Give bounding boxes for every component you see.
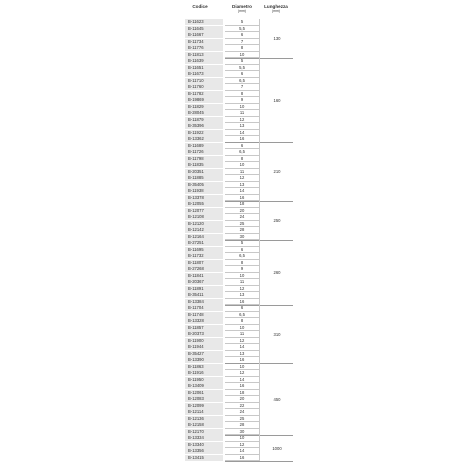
diameter-cell: 6 xyxy=(240,305,244,310)
length-value: 450 xyxy=(273,396,281,402)
code-cell: B-11950 xyxy=(185,377,223,383)
diameter-cell: 8 xyxy=(240,45,244,50)
code-cell: B-11734 xyxy=(185,39,223,45)
diameter-cell: 6,5 xyxy=(239,311,245,317)
diameter-cell: 9 xyxy=(240,266,244,271)
code-cell: B-11891 xyxy=(185,286,223,292)
code-cell: B-13356 xyxy=(185,448,223,454)
code-cell: B-27268 xyxy=(185,266,223,272)
diameter-cell: 14 xyxy=(239,448,245,453)
length-group xyxy=(259,240,293,305)
code-cell: B-12120 xyxy=(185,221,223,227)
code-cell: B-11651 xyxy=(185,65,223,71)
code-cell: B-11879 xyxy=(185,117,223,123)
diameter-cell: 7 xyxy=(240,38,244,44)
length-group xyxy=(259,305,293,364)
header-length-unit: (mm) xyxy=(272,9,280,13)
diameter-cell: 16 xyxy=(239,136,245,141)
length-value: 210 xyxy=(273,169,281,175)
diameter-cell: 6,5 xyxy=(239,149,245,154)
code-cell: B-11944 xyxy=(185,344,223,350)
code-cell: B-11673 xyxy=(185,71,223,77)
length-group xyxy=(259,435,293,461)
length-value: 250 xyxy=(273,218,281,223)
code-cell: B-13334 xyxy=(185,435,223,441)
code-cell: B-11710 xyxy=(185,78,223,84)
code-cell: B-20351 xyxy=(185,169,223,175)
length-value: 310 xyxy=(273,331,281,337)
table-body xyxy=(185,19,291,461)
diameter-cell: 13 xyxy=(239,292,245,297)
code-cell: B-11829 xyxy=(185,104,223,110)
diameter-cell: 14 xyxy=(239,376,245,382)
code-cell: B-11695 xyxy=(185,247,223,253)
code-cell: B-13362 xyxy=(185,136,223,142)
code-cell: B-11922 xyxy=(185,130,223,136)
diameter-cell: 16 xyxy=(239,298,245,304)
code-cell: B-28045 xyxy=(185,110,223,116)
code-cell: B-27251 xyxy=(185,240,223,246)
code-cell: B-11916 xyxy=(185,370,223,376)
diameter-cell: 8 xyxy=(240,155,244,161)
diameter-cell: 11 xyxy=(239,168,245,174)
diameter-cell: 6 xyxy=(240,32,244,37)
code-cell: B-13340 xyxy=(185,442,223,448)
code-cell: B-11645 xyxy=(185,26,223,32)
code-cell: B-11885 xyxy=(185,175,223,181)
code-cell: B-35411 xyxy=(185,292,223,298)
code-cell: B-12083 xyxy=(185,396,223,402)
diameter-cell: 6,5 xyxy=(239,253,245,258)
length-value: 1000 xyxy=(272,445,282,451)
diameter-cell: 14 xyxy=(239,188,245,193)
diameter-cell: 14 xyxy=(239,344,245,349)
code-cell: B-12158 xyxy=(185,422,223,428)
diameter-cell: 10 xyxy=(239,51,245,57)
diameter-cell: 10 xyxy=(239,103,245,109)
diameter-cell: 8 xyxy=(240,90,244,96)
diameter-cell: 6 xyxy=(240,71,244,76)
code-cell: B-11841 xyxy=(185,273,223,279)
code-cell: B-35405 xyxy=(185,182,223,188)
product-table xyxy=(185,4,291,461)
diameter-cell: 16 xyxy=(239,454,245,460)
code-cell: B-35396 xyxy=(185,123,223,129)
diameter-cell: 20 xyxy=(239,207,245,213)
diameter-cell: 6 xyxy=(240,142,244,148)
header-diameter xyxy=(225,4,259,14)
header-code-label: Codice xyxy=(192,4,208,9)
code-cell: B-11857 xyxy=(185,325,223,331)
length-value: 260 xyxy=(273,270,281,275)
diameter-cell: 13 xyxy=(239,123,245,128)
code-cell: B-12061 xyxy=(185,390,223,396)
code-cell: B-11798 xyxy=(185,156,223,162)
diameter-cell: 12 xyxy=(239,337,245,343)
diameter-cell: 10 xyxy=(239,435,245,440)
code-cell: B-13328 xyxy=(185,318,223,324)
code-cell: B-13390 xyxy=(185,357,223,363)
diameter-cell: 6 xyxy=(240,246,244,252)
code-cell: B-12077 xyxy=(185,208,223,214)
code-cell: B-12099 xyxy=(185,403,223,409)
code-cell: B-12164 xyxy=(185,234,223,240)
diameter-cell: 13 xyxy=(239,181,245,187)
diameter-cell: 10 xyxy=(239,363,245,369)
code-cell: B-11835 xyxy=(185,162,223,168)
code-cell: B-12055 xyxy=(185,201,223,207)
diameter-cell: 11 xyxy=(239,331,245,336)
diameter-cell: 11 xyxy=(239,110,245,115)
diameter-cell: 16 xyxy=(239,357,245,362)
length-group xyxy=(259,58,293,143)
diameter-cell: 12 xyxy=(239,285,245,291)
code-cell: B-11760 xyxy=(185,84,223,90)
code-cell: B-11776 xyxy=(185,45,223,51)
diameter-cell: 20 xyxy=(239,396,245,401)
diameter-cell: 18 xyxy=(239,389,245,395)
diameter-cell: 10 xyxy=(239,324,245,330)
code-cell: B-11704 xyxy=(185,305,223,311)
diameter-cell: 5,5 xyxy=(239,64,245,70)
code-cell: B-12170 xyxy=(185,429,223,435)
diameter-cell: 18 xyxy=(239,201,245,206)
diameter-cell: 8 xyxy=(240,318,244,323)
length-group xyxy=(259,364,293,436)
diameter-cell: 5,5 xyxy=(239,25,245,31)
diameter-cell: 16 xyxy=(239,194,245,200)
code-cell: B-13415 xyxy=(185,455,223,461)
code-cell: B-11807 xyxy=(185,260,223,266)
diameter-cell: 10 xyxy=(239,162,245,167)
code-cell: B-19869 xyxy=(185,97,223,103)
code-cell: B-11639 xyxy=(185,58,223,64)
diameter-cell: 7 xyxy=(240,84,244,89)
diameter-cell: 10 xyxy=(239,272,245,278)
diameter-cell: 25 xyxy=(239,220,245,226)
diameter-cell: 30 xyxy=(239,233,245,239)
code-cell: B-11863 xyxy=(185,364,223,370)
code-cell: B-20373 xyxy=(185,331,223,337)
code-cell: B-12142 xyxy=(185,227,223,233)
code-cell: B-11667 xyxy=(185,32,223,38)
code-cell: B-13409 xyxy=(185,383,223,389)
length-value: 130 xyxy=(273,36,281,41)
code-cell: B-11748 xyxy=(185,312,223,318)
code-cell: B-13384 xyxy=(185,299,223,305)
diameter-cell: 12 xyxy=(239,441,245,447)
diameter-cell: 11 xyxy=(239,279,245,284)
code-cell: B-35427 xyxy=(185,351,223,357)
diameter-cell: 28 xyxy=(239,227,245,232)
diameter-cell: 5 xyxy=(240,58,244,63)
code-cell: B-11623 xyxy=(185,19,223,25)
diameter-cell: 8 xyxy=(240,259,244,265)
header-length xyxy=(259,4,293,14)
diameter-cell: 12 xyxy=(239,116,245,122)
diameter-cell: 24 xyxy=(239,214,245,219)
code-cell: B-11782 xyxy=(185,91,223,97)
code-cell: B-20367 xyxy=(185,279,223,285)
length-group xyxy=(259,201,293,240)
length-group xyxy=(259,143,293,202)
diameter-cell: 9 xyxy=(240,97,244,102)
header-length-label: Lunghezza xyxy=(264,4,288,9)
diameter-cell: 30 xyxy=(239,428,245,434)
diameter-cell: 22 xyxy=(239,402,245,408)
header-code xyxy=(185,4,215,9)
diameter-cell: 12 xyxy=(239,370,245,375)
code-cell: B-11900 xyxy=(185,338,223,344)
code-cell: B-11732 xyxy=(185,253,223,259)
code-cell: B-12114 xyxy=(185,409,223,415)
length-value: 160 xyxy=(273,97,281,103)
diameter-cell: 13 xyxy=(239,350,245,356)
code-cell: B-11813 xyxy=(185,52,223,58)
diameter-cell: 16 xyxy=(239,383,245,388)
diameter-cell: 6,5 xyxy=(239,77,245,83)
code-cell: B-11726 xyxy=(185,149,223,155)
code-cell: B-12108 xyxy=(185,214,223,220)
header-diameter-label: Diametro xyxy=(232,4,252,9)
diameter-cell: 28 xyxy=(239,422,245,427)
code-cell: B-12136 xyxy=(185,416,223,422)
code-cell: B-11689 xyxy=(185,143,223,149)
header-diameter-unit: (mm) xyxy=(238,9,246,13)
diameter-cell: 12 xyxy=(239,175,245,180)
diameter-cell: 5 xyxy=(240,240,244,245)
diameter-cell: 24 xyxy=(239,409,245,414)
diameter-cell: 5 xyxy=(240,19,244,24)
length-group xyxy=(259,19,293,58)
table-header xyxy=(185,4,291,19)
code-cell: B-13378 xyxy=(185,195,223,201)
length-column xyxy=(259,19,293,461)
diameter-cell: 25 xyxy=(239,415,245,421)
diameter-cell: 14 xyxy=(239,129,245,135)
code-cell: B-11938 xyxy=(185,188,223,194)
